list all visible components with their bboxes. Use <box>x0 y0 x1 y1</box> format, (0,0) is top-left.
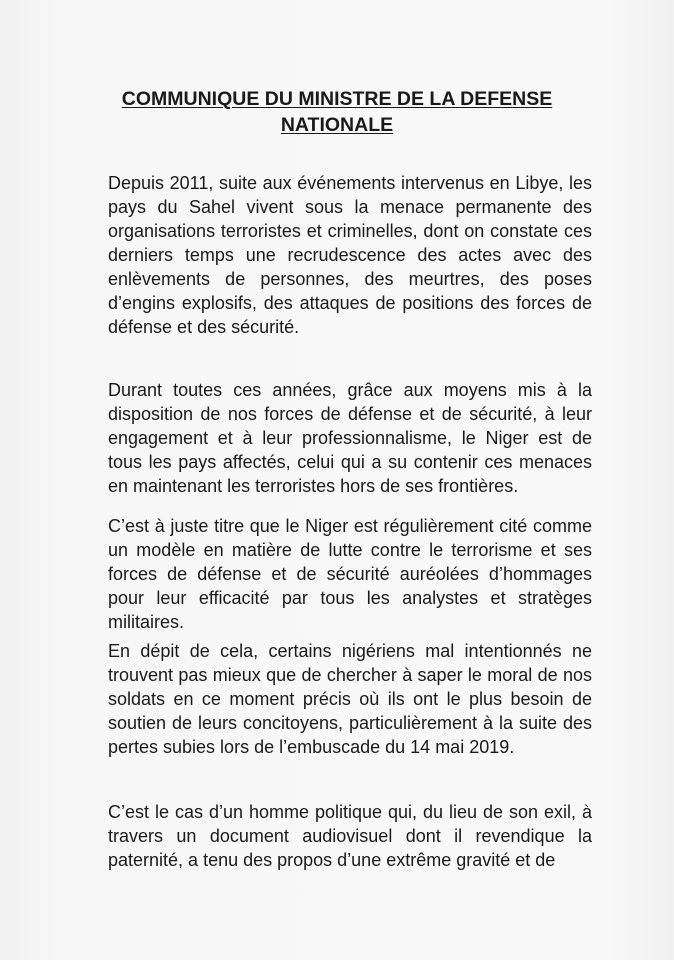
title-line-2: NATIONALE <box>280 114 394 136</box>
paragraph-2: Durant toutes ces années, grâce aux moyens mis à la disposition de nos forces de défense et de sécurité, à leur engagement et à leur professionnalisme, le Niger est de tous les pays affectés, celui qui a su contenir ces menaces en maintenant les terroristes hors de ses frontières. <box>108 380 592 496</box>
page-title <box>0 86 674 138</box>
title-line-1: COMMUNIQUE DU MINISTRE DE LA DEFENSE <box>121 88 553 110</box>
paragraph-5: C’est le cas d’un homme politique qui, du lieu de son exil, à travers un document audiovisuel dont il revendique la paternité, a tenu des propos d’une extrême gravité et de <box>108 802 592 870</box>
paragraph-4: En dépit de cela, certains nigériens mal intentionnés ne trouvent pas mieux que de chercher à saper le moral de nos soldats en ce moment précis où ils ont le plus besoin de soutien de leurs concitoyens, particulièrement à la suite des pertes subies lors de l’embuscade du 14 mai 2019. <box>108 641 592 757</box>
paragraph-1: Depuis 2011, suite aux événements intervenus en Libye, les pays du Sahel vivent sous la menace permanente des organisations terroristes et criminelles, dont on constate ces derniers temps une recrudescence des actes avec des enlèvements de personnes, des meurtres, des poses d’engins explosifs, des attaques de positions des forces de défense et des sécurité. <box>108 173 592 337</box>
paragraph-3: C’est à juste titre que le Niger est régulièrement cité comme un modèle en matière de lutte contre le terrorisme et ses forces de défense et de sécurité auréolées d’hommages pour leur efficacité par tous les analystes et stratèges militaires. <box>108 516 592 632</box>
